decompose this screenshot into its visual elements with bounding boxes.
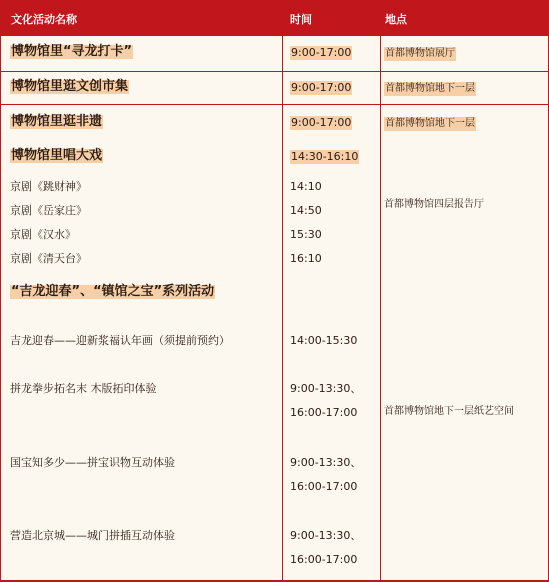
table-header (0, 0, 549, 36)
header-place: 地点 (385, 13, 407, 26)
activity-title: 博物馆里逛非遗 (11, 114, 103, 129)
activity-time: 9:00-17:00 (291, 81, 352, 94)
sub-activity: 京剧《跳财神》 (10, 180, 87, 193)
sub-activity-time: 15:30 (290, 228, 322, 241)
activity-place: 首都博物馆地下一层 (385, 83, 475, 94)
sub-activity-time: 14:50 (290, 204, 322, 217)
activity-time: 9:00-17:00 (291, 46, 352, 59)
sub-activity: 国宝知多少——拼宝识物互动体验 (10, 456, 175, 469)
activity-place: 首都博物馆展厅 (385, 48, 455, 59)
sub-activity: 拼龙拳步拓名末 木版拓印体验 (10, 382, 157, 395)
row-divider (0, 580, 549, 581)
activity-title: 博物馆里“寻龙打卡” (11, 44, 133, 59)
header-activity: 文化活动名称 (11, 13, 77, 26)
sub-activity-time: 16:00-17:00 (290, 480, 358, 493)
activity-title: “吉龙迎春”、“镇馆之宝”系列活动 (11, 284, 215, 299)
activity-time: 14:30-16:10 (291, 150, 359, 163)
sub-activity-time: 9:00-13:30、 (290, 529, 362, 542)
sub-activity-time: 16:00-17:00 (290, 406, 358, 419)
activity-time: 9:00-17:00 (291, 116, 352, 129)
sub-activity-time: 14:10 (290, 180, 322, 193)
sub-activity: 京剧《汉水》 (10, 228, 76, 241)
column-divider-time (282, 36, 283, 582)
sub-activity-time: 14:00-15:30 (290, 334, 358, 347)
activity-title: 博物馆里逛文创市集 (11, 79, 129, 94)
sub-activity: 吉龙迎春——迎新浆福认年画（须提前预约） (10, 334, 230, 347)
row-divider (0, 104, 549, 105)
row-divider (0, 71, 549, 72)
sub-activity-time: 9:00-13:30、 (290, 382, 362, 395)
header-time: 时间 (290, 13, 312, 26)
column-divider-place (380, 36, 381, 582)
sub-activity: 营造北京城——城门拼插互动体验 (10, 529, 175, 542)
sub-activity: 京剧《岳家庄》 (10, 204, 87, 217)
sub-activity-time: 16:10 (290, 252, 322, 265)
sub-activity-time: 16:00-17:00 (290, 553, 358, 566)
sub-activity-time: 9:00-13:30、 (290, 456, 362, 469)
activity-place: 首都博物馆四层报告厅 (384, 199, 484, 210)
sub-activity: 京剧《清天台》 (10, 252, 87, 265)
activity-place: 首都博物馆地下一层 (385, 118, 475, 129)
activity-title: 博物馆里唱大戏 (11, 148, 103, 163)
activity-place: 首都博物馆地下一层纸艺空间 (384, 406, 514, 417)
